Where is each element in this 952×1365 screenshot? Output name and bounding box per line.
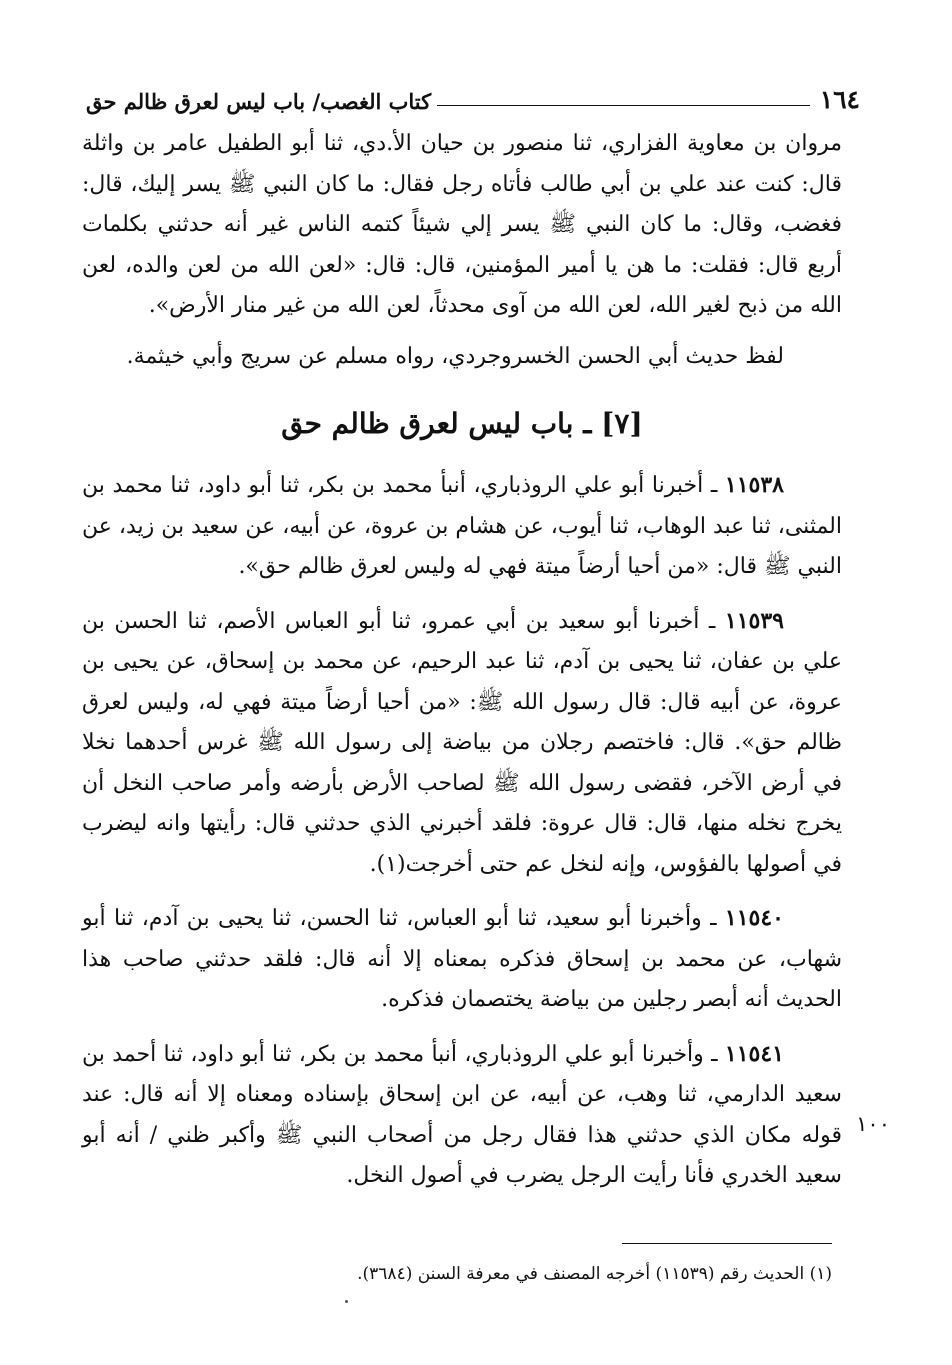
hadith-paragraph xyxy=(82,465,842,588)
hadith-paragraph xyxy=(82,601,842,886)
page-number: ١٦٤ xyxy=(819,85,860,114)
section-heading: [٧] ـ باب ليس لعرق ظالم حق xyxy=(281,407,643,440)
scan-speck xyxy=(345,1300,348,1303)
hadith-paragraph xyxy=(82,898,842,1021)
footnote-divider xyxy=(622,1243,832,1244)
intro-paragraph: مروان بن معاوية الفزاري، ثنا منصور بن حيان الأ.دي، ثنا أبو الطفيل عامر بن واثلة قال: كنت عند علي بن أبي طالب فأتاه رجل فقال: ما كان النبي ﷺ يسر إليك، قال: فغضب، وقال: ما كان النبي ﷺ يسر إلي شيئاً كتمه الناس غير أنه حدثني بكلمات أربع قال: فقلت: ما هن يا أمير المؤمنين، قال: قال: «لعن الله من لعن والده، لعن الله من ذبح لغير الله، لعن الله من آوى محدثاً، لعن الله من غير منار الأرض». xyxy=(82,131,842,318)
hadith-number: ١١٥٤١ xyxy=(724,1040,784,1067)
hadith-text: ـ وأخبرنا أبو سعيد، ثنا أبو العباس، ثنا الحسن، ثنا يحيى بن آدم، ثنا أبو شهاب، عن محمد بن إسحاق فذكره بمعناه إلا أنه قال: فلقد حدثني صاحب هذا الحديث أنه أبصر رجلين من بياضة يختصمان فذكره. xyxy=(82,906,842,1012)
running-title: كتاب الغصب/ باب ليس لعرق ظالم حق xyxy=(86,89,432,114)
hadith-text: ـ وأخبرنا أبو علي الروذباري، أنبأ محمد بن بكر، ثنا أبو داود، ثنا أحمد بن سعيد الدارمي، ثنا وهب، عن أبيه، عن ابن إسحاق بإسناده ومعناه إلا أنه قال: عند قوله مكان الذي حدثني هذا فقال رجل من أصحاب النبي ﷺ وأكبر ظني / أنه أبو سعيد الخدري فأنا رأيت الرجل يضرب في أصول النخل. xyxy=(82,1041,842,1188)
manuscript-folio-number: ١٠٠ xyxy=(856,1112,890,1136)
body-text xyxy=(82,124,842,1210)
hadith-paragraph xyxy=(82,1034,842,1197)
hadith-text: ـ أخبرنا أبو علي الروذباري، أنبأ محمد بن بكر، ثنا أبو داود، ثنا محمد بن المثنى، ثنا عبد الوهاب، ثنا أيوب، عن هشام بن عروة، عن أبيه، عن سعيد بن زيد، عن النبي ﷺ قال: «من أحيا أرضاً ميتة فهي له وليس لعرق ظالم حق». xyxy=(82,473,842,579)
hadith-number: ١١٥٣٩ xyxy=(724,607,784,634)
hadith-number: ١١٥٣٨ xyxy=(724,472,784,498)
running-header xyxy=(86,76,860,112)
footnote: (١) الحديث رقم (١١٥٣٩) أخرجه المصنف في معرفة السنن (٣٦٨٤). xyxy=(357,1264,832,1284)
source-note-paragraph: لفظ حديث أبي الحسن الخسروجردي، رواه مسلم عن سريج وأبي خيثمة. xyxy=(126,343,784,369)
hadith-number: ١١٥٤٠ xyxy=(724,905,784,931)
hadith-text: ـ أخبرنا أبو سعيد بن أبي عمرو، ثنا أبو العباس الأصم، ثنا الحسن بن علي بن عفان، ثنا يحيى بن آدم، ثنا عبد الرحيم، عن محمد بن إسحاق، عن يحيى بن عروة، عن أبيه قال: قال رسول الله ﷺ: «من أحيا أرضاً ميتة فهي له، وليس لعرق ظالم حق». قال: فاختصم رجلان من بياضة إلى رسول الله ﷺ غرس أحدهما نخلا في أرض الآخر، فقضى رسول الله ﷺ لصاحب الأرض بأرضه وأمر صاحب النخل أن يخرج نخله منها، قال: قال عروة: فلقد أخبرني الذي حدثني قال: رأيتها وانه ليضرب في أصولها بالفؤوس، وإنه لنخل عم حتى أخرجت(١). xyxy=(82,608,842,877)
header-rule xyxy=(437,105,810,106)
